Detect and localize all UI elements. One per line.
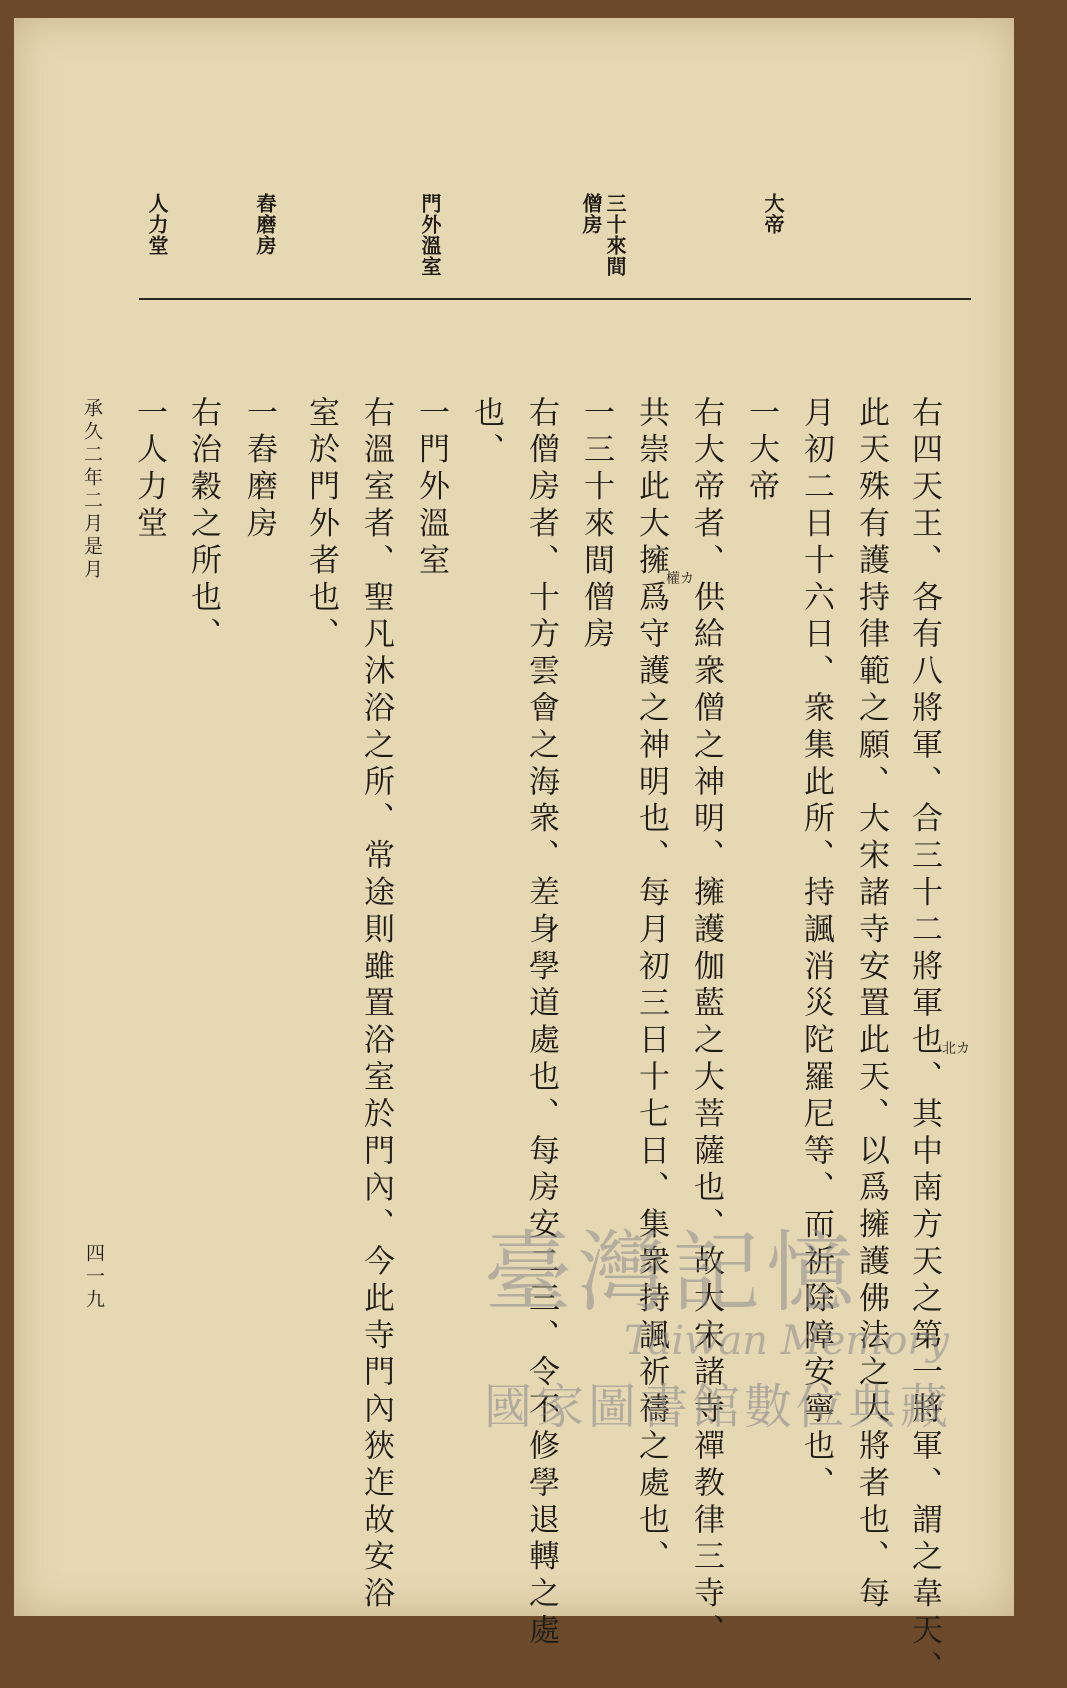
section-heading: 一大帝 (743, 396, 779, 507)
watermark-english: Taiwan Memory (624, 1318, 950, 1364)
text-column: 月初二日十六日、衆集此所、持諷消災陀羅尼等、而祈除障安寧也、 (798, 396, 834, 1503)
header-item-mill-room: 舂磨房 (253, 193, 277, 256)
section-heading: 一三十來間僧房 (578, 396, 614, 655)
header-item-thirty-rooms: 三十來間 (603, 193, 627, 277)
header-rule (139, 298, 971, 300)
text-column: 右僧房者、十方雲會之海衆、差身學道處也、每房安二三、令不修學退轉之處 (523, 396, 559, 1651)
text-column: 右溫室者、聖凡沐浴之所、常途則雖置浴室於門內、今此寺門內狹迮故安浴 (358, 396, 394, 1614)
section-heading: 一舂磨房 (241, 396, 277, 544)
footer-date: 承久二年二月是月 (81, 398, 103, 582)
header-item-outer-bathhouse: 門外溫室 (418, 193, 442, 277)
text-column: 此天殊有護持律範之願、大宋諸寺安置此天、以爲擁護佛法之大將者也、每 (853, 396, 889, 1614)
margin-note: 權カ (666, 571, 694, 587)
text-column: 右四天王、各有八將軍、合三十二將軍也、其中南方天之第一將軍、謂之韋天、 (906, 396, 942, 1688)
text-column: 右大帝者、供給衆僧之神明、擁護伽藍之大菩薩也、故大宋諸寺禪教律三寺、 (688, 396, 724, 1651)
header-item-labor-hall: 人力堂 (145, 193, 169, 256)
margin-note: 北カ (942, 1041, 970, 1057)
text-column: 室於門外者也、 (303, 396, 339, 655)
document-page (14, 18, 1014, 1688)
section-heading: 一人力堂 (131, 396, 167, 544)
header-item-monk-quarters: 僧房 (579, 193, 603, 235)
page-number: 四一九 (83, 1243, 105, 1312)
section-heading: 一門外溫室 (413, 396, 449, 581)
text-column: 共崇此大擁爲守護之神明也、每月初三日十七日、集衆持諷祈禱之處也、 (633, 396, 669, 1577)
watermark-chinese: 國家圖書館數位典藏 (484, 1379, 953, 1435)
text-column: 也、 (468, 396, 504, 470)
header-item-emperor: 大帝 (761, 193, 785, 235)
watermark-logo: 臺灣記憶 (484, 1221, 861, 1324)
text-column: 右治穀之所也、 (185, 396, 221, 655)
